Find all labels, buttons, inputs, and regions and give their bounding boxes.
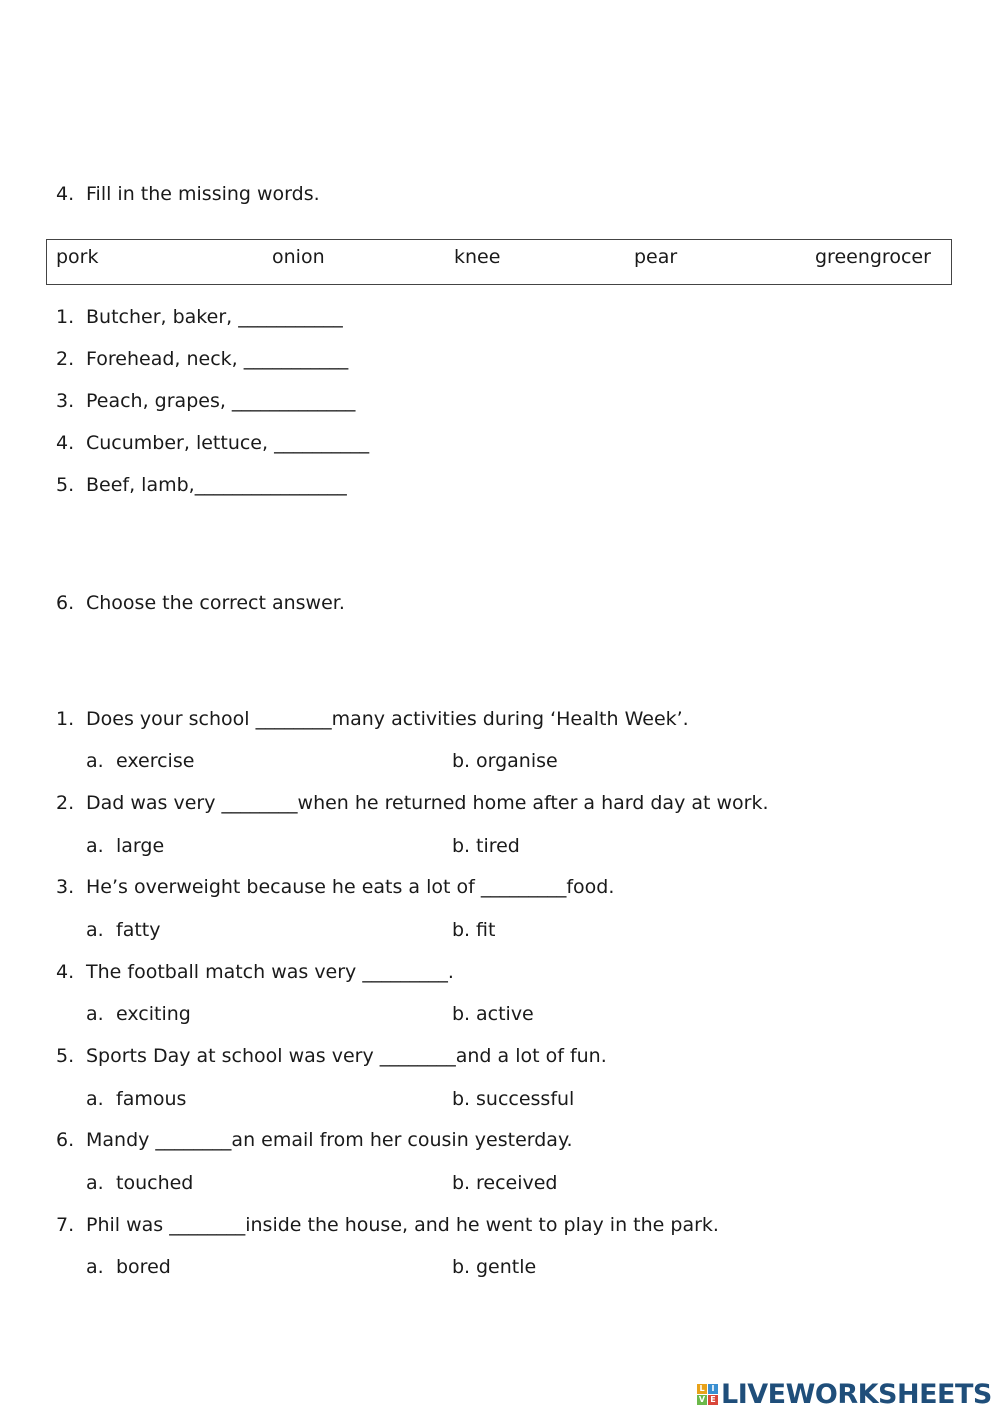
question-number: 5. xyxy=(56,1045,75,1067)
word-bank xyxy=(46,239,952,285)
word-bank-item: onion xyxy=(272,246,325,268)
option-b-label: b. xyxy=(452,750,471,772)
option-a-label: a. xyxy=(86,919,104,941)
question-text: Phil was ________inside the house, and he went to play in the park. xyxy=(86,1214,719,1236)
option-a-label: a. xyxy=(86,1003,104,1025)
section-instruction: Choose the correct answer. xyxy=(86,592,345,614)
question-number: 2. xyxy=(56,792,75,814)
word-bank-item: greengrocer xyxy=(815,246,931,268)
logo-mark-cell: E xyxy=(708,1395,718,1405)
option-a-label: a. xyxy=(86,1256,104,1278)
question-text: He’s overweight because he eats a lot of _________food. xyxy=(86,876,615,898)
mc-options xyxy=(0,750,1000,774)
question-text: Does your school ________many activities during ‘Health Week’. xyxy=(86,708,689,730)
liveworksheets-logo xyxy=(697,1378,992,1410)
option-b-label: b. xyxy=(452,835,471,857)
mc-options xyxy=(0,919,1000,943)
option-b-label: b. xyxy=(452,1003,471,1025)
question-number: 1. xyxy=(56,708,75,730)
mc-options xyxy=(0,1172,1000,1196)
question-text: Sports Day at school was very ________and a lot of fun. xyxy=(86,1045,607,1067)
question-text: The football match was very _________. xyxy=(86,961,454,983)
question-number: 7. xyxy=(56,1214,75,1236)
option-b[interactable]: fit xyxy=(476,919,496,941)
mc-options xyxy=(0,835,1000,859)
logo-mark-cell: V xyxy=(698,1394,706,1404)
mc-options xyxy=(0,1003,1000,1027)
option-a[interactable]: touched xyxy=(116,1172,194,1194)
option-b-label: b. xyxy=(452,1256,471,1278)
mc-options xyxy=(0,1088,1000,1112)
option-a-label: a. xyxy=(86,1172,104,1194)
option-a[interactable]: exciting xyxy=(116,1003,191,1025)
logo-text: LIVEWORKSHEETS xyxy=(721,1378,992,1410)
option-b-label: b. xyxy=(452,1088,471,1110)
question-number: 4. xyxy=(56,961,75,983)
item-text[interactable]: Cucumber, lettuce, __________ xyxy=(86,432,370,454)
option-b[interactable]: received xyxy=(476,1172,558,1194)
item-text[interactable]: Peach, grapes, _____________ xyxy=(86,390,356,412)
section-number: 6. xyxy=(56,592,75,614)
item-number: 1. xyxy=(56,306,75,328)
question-number: 3. xyxy=(56,876,75,898)
option-b[interactable]: tired xyxy=(476,835,520,857)
word-bank-item: pork xyxy=(56,246,99,268)
option-b[interactable]: successful xyxy=(476,1088,575,1110)
item-number: 3. xyxy=(56,390,75,412)
section-instruction: Fill in the missing words. xyxy=(86,183,320,205)
item-number: 5. xyxy=(56,474,75,496)
option-a[interactable]: fatty xyxy=(116,919,161,941)
mc-options xyxy=(0,1256,1000,1280)
question-number: 6. xyxy=(56,1129,75,1151)
option-a-label: a. xyxy=(86,835,104,857)
option-a-label: a. xyxy=(86,1088,104,1110)
word-bank-item: pear xyxy=(634,246,678,268)
option-a-label: a. xyxy=(86,750,104,772)
item-text[interactable]: Butcher, baker, ___________ xyxy=(86,306,343,328)
option-b[interactable]: organise xyxy=(476,750,558,772)
question-text: Mandy ________an email from her cousin yesterday. xyxy=(86,1129,573,1151)
item-number: 4. xyxy=(56,432,75,454)
item-text[interactable]: Beef, lamb,________________ xyxy=(86,474,347,496)
logo-mark-cell: I xyxy=(708,1384,718,1394)
option-a[interactable]: famous xyxy=(116,1088,187,1110)
option-b[interactable]: active xyxy=(476,1003,534,1025)
option-a[interactable]: exercise xyxy=(116,750,195,772)
item-text[interactable]: Forehead, neck, ___________ xyxy=(86,348,349,370)
option-b[interactable]: gentle xyxy=(476,1256,537,1278)
word-bank-item: knee xyxy=(454,246,501,268)
question-text: Dad was very ________when he returned home after a hard day at work. xyxy=(86,792,769,814)
logo-mark-icon xyxy=(697,1384,718,1405)
option-b-label: b. xyxy=(452,1172,471,1194)
option-b-label: b. xyxy=(452,919,471,941)
logo-mark-cell: L xyxy=(697,1384,707,1394)
option-a[interactable]: large xyxy=(116,835,165,857)
section-number: 4. xyxy=(56,183,75,205)
item-number: 2. xyxy=(56,348,75,370)
option-a[interactable]: bored xyxy=(116,1256,171,1278)
